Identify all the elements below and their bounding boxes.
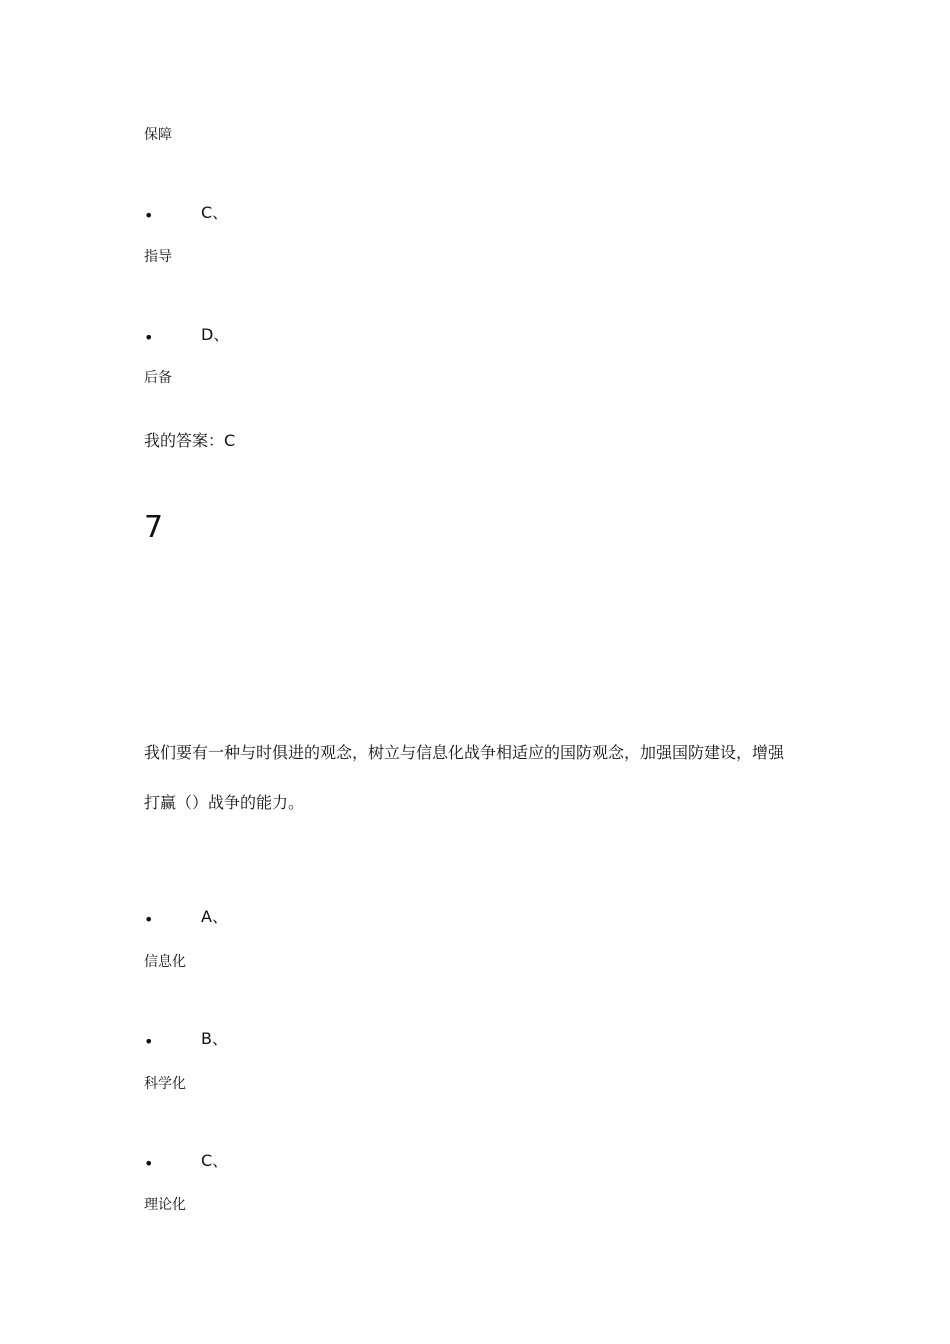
bullet: • — [144, 910, 154, 929]
option-text-a[interactable]: 信息化 — [144, 954, 186, 970]
question-text-line2: 打赢（）战争的能力。 — [144, 793, 305, 812]
bullet: • — [144, 206, 154, 225]
option-text-c[interactable]: 理论化 — [144, 1197, 186, 1213]
option-letter-a: A、 — [201, 907, 228, 926]
option-text-c: 指导 — [144, 249, 172, 265]
option-text-d: 后备 — [144, 370, 172, 386]
option-text-b: 保障 — [144, 127, 172, 143]
bullet: • — [144, 1154, 154, 1173]
bullet: • — [144, 1032, 154, 1051]
option-letter-b: B、 — [201, 1029, 228, 1048]
option-letter-c: C、 — [201, 203, 229, 222]
my-answer: 我的答案：C — [144, 431, 236, 450]
bullet: • — [144, 328, 154, 347]
option-letter-c: C、 — [201, 1151, 229, 1170]
option-text-b[interactable]: 科学化 — [144, 1076, 186, 1092]
question-text-line1: 我们要有一种与时俱进的观念，树立与信息化战争相适应的国防观念，加强国防建设，增强 — [144, 743, 785, 762]
option-letter-d: D、 — [201, 325, 230, 344]
question-number: 7 — [144, 510, 164, 545]
